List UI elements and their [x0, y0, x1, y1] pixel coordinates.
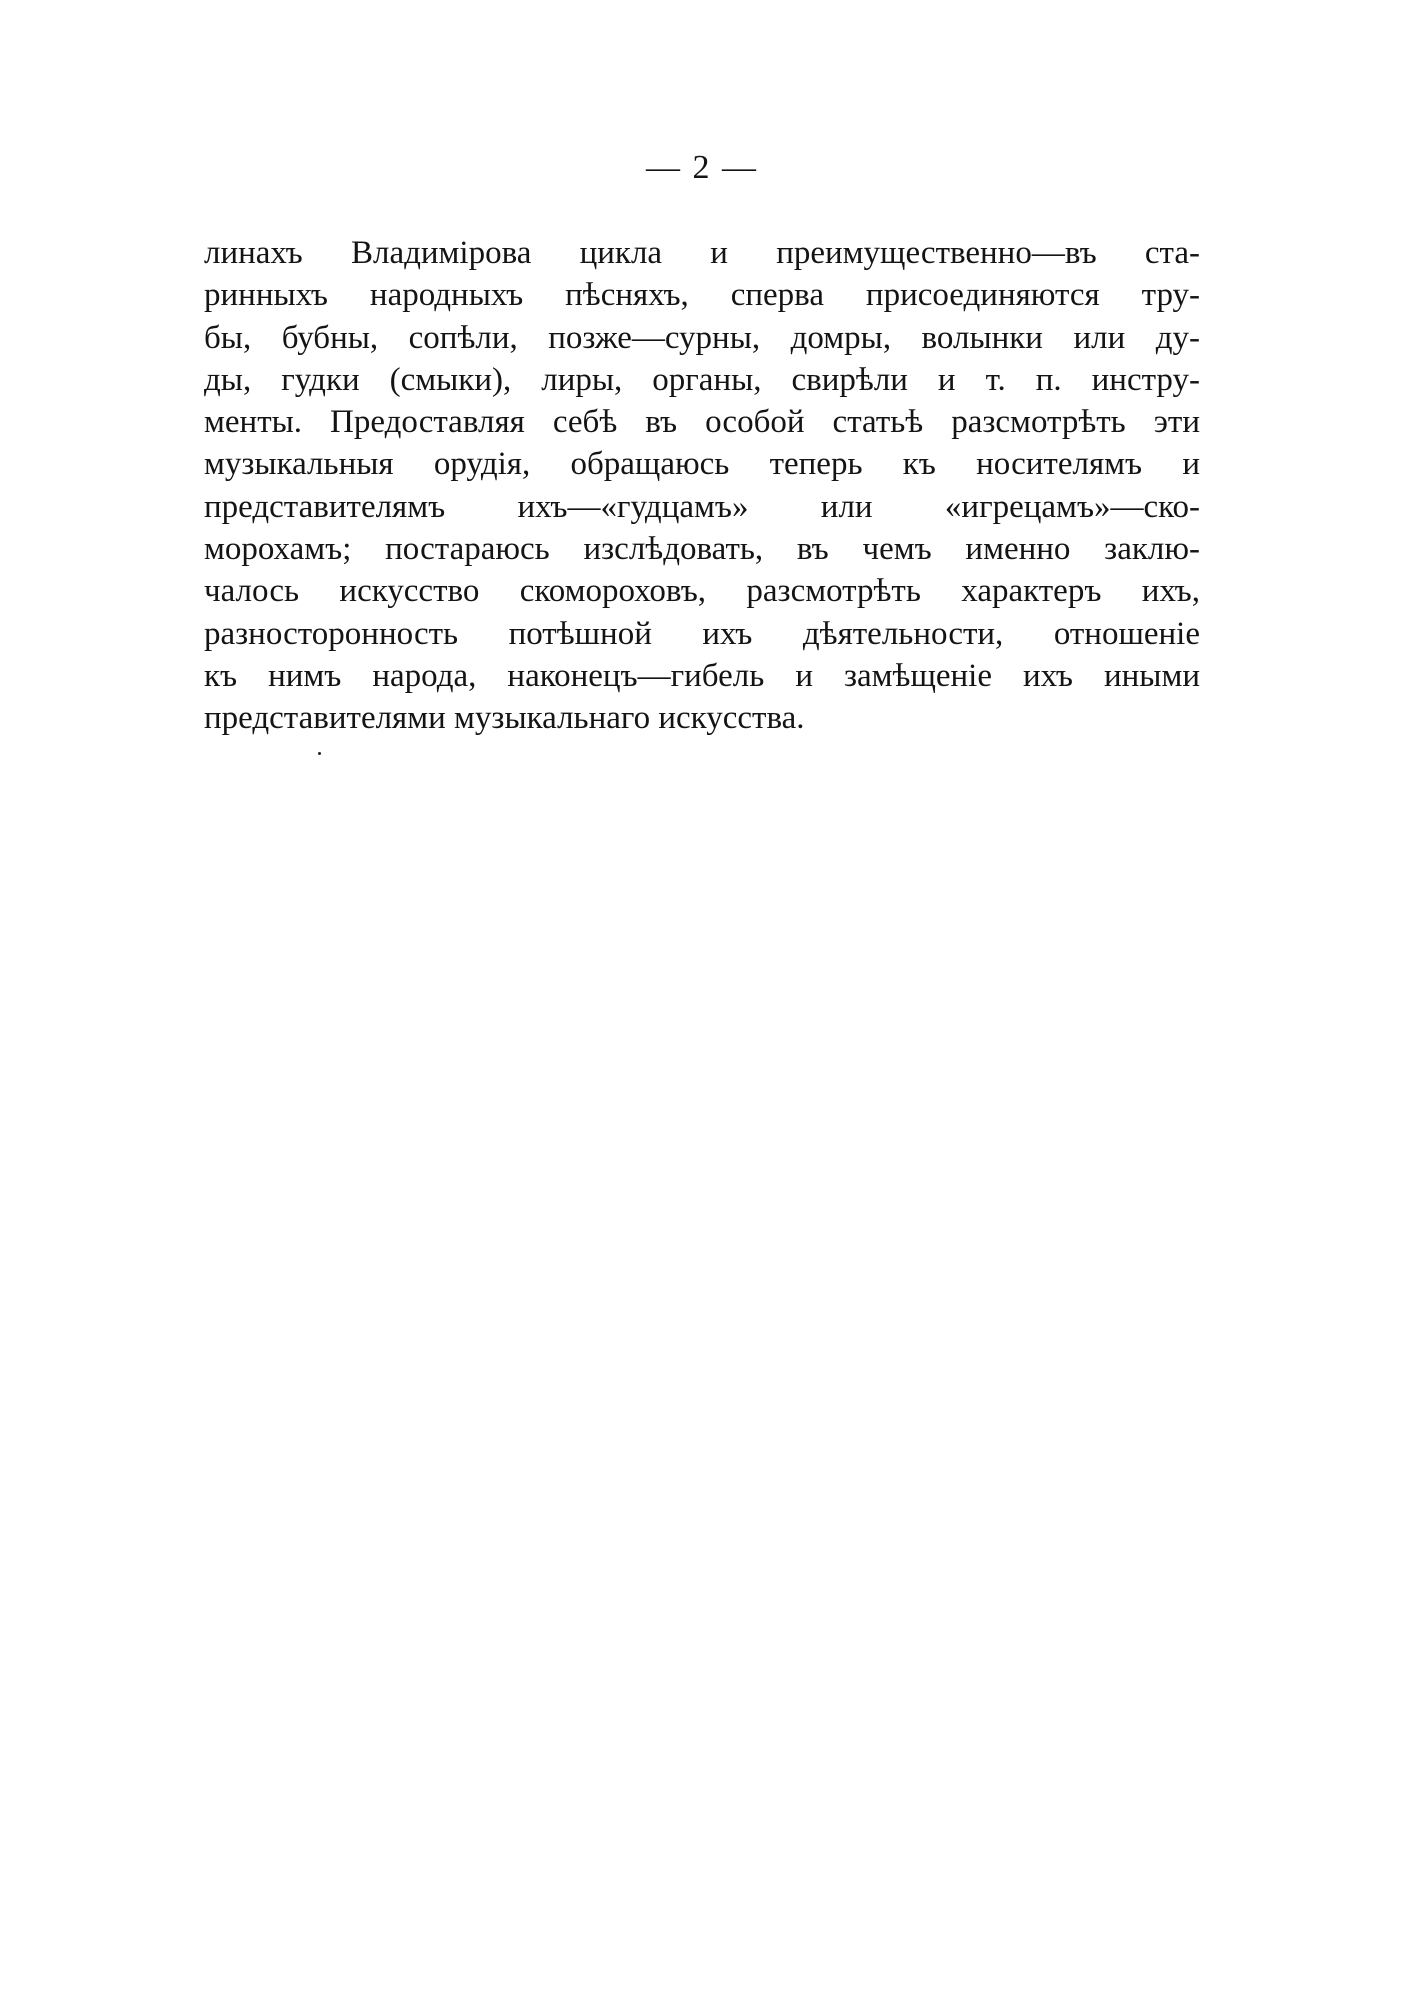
body-text: [204, 232, 1200, 740]
text-line: разносторонность потѣшной ихъ дѣятельности, отношеніе: [204, 615, 1200, 652]
text-line: линахъ Владимірова цикла и преимущественно—въ ста-: [204, 235, 1200, 271]
text-line: чалось искусство скомороховъ, разсмотрѣть характеръ ихъ,: [204, 573, 1200, 610]
page-number: — 2 —: [646, 149, 758, 186]
text-line: музыкальныя орудія, обращаюсь теперь къ носителямъ и: [204, 446, 1200, 483]
print-speck: [318, 752, 321, 755]
text-line: морохамъ; постараюсь изслѣдовать, въ чемъ именно заклю-: [204, 531, 1200, 568]
text-line: представителямъ ихъ—«гудцамъ» или «игрецамъ»—ско-: [204, 488, 1200, 525]
text-line: къ нимъ народа, наконецъ—гибель и замѣщеніе ихъ иными: [204, 657, 1200, 694]
text-line: представителями музыкальнаго искусства.: [204, 700, 805, 737]
text-line: менты. Предоставляя себѣ въ особой статьѣ разсмотрѣть эти: [204, 404, 1200, 441]
text-line: бы, бубны, сопѣли, позже—сурны, домры, волынки или ду-: [204, 319, 1200, 356]
text-line: ринныхъ народныхъ пѣсняхъ, сперва присоединяются тру-: [204, 277, 1200, 314]
text-line: ды, гудки (смыки), лиры, органы, свирѣли и т. п. инстру-: [204, 361, 1200, 398]
